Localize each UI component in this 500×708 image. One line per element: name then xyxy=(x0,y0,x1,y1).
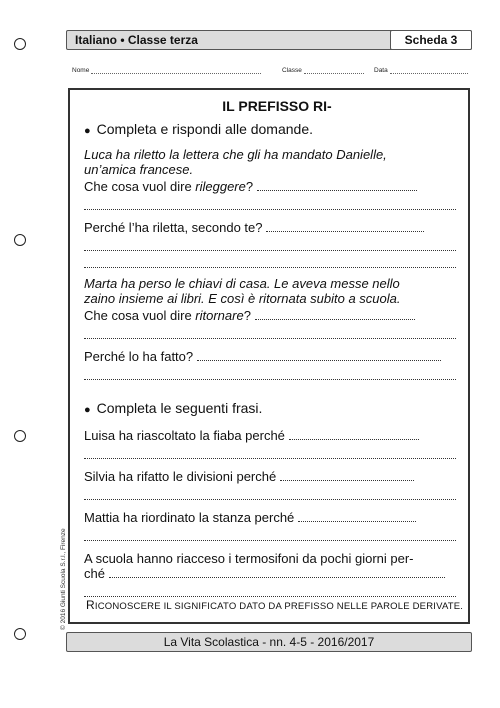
data-field[interactable] xyxy=(374,67,468,74)
learning-objective: RICONOSCERE IL SIGNIFICATO DATO DA PREFISSO NELLE PAROLE DERIVATE. xyxy=(86,598,464,612)
answer-field[interactable] xyxy=(255,319,415,320)
answer-field[interactable] xyxy=(197,360,441,361)
question-4: Perché lo ha fatto? xyxy=(84,349,456,364)
data-label: Data xyxy=(374,67,388,74)
story1-line2: un’amica francese. xyxy=(84,162,194,177)
answer-field[interactable] xyxy=(298,521,416,522)
sentence-3: Mattia ha riordinato la stanza perché xyxy=(84,510,456,525)
subject-label: Italiano • Classe terza xyxy=(75,33,198,47)
instruction-2: ● Completa le seguenti frasi. xyxy=(84,400,263,416)
answer-line[interactable] xyxy=(84,208,456,210)
instruction-1: ● Completa e rispondi alle domande. xyxy=(84,121,314,137)
worksheet-content xyxy=(84,96,456,597)
bullet-icon: ● xyxy=(84,125,91,137)
answer-field[interactable] xyxy=(289,439,419,440)
classe-field[interactable] xyxy=(282,67,364,74)
binder-hole xyxy=(14,38,26,50)
bullet-icon: ● xyxy=(84,404,91,416)
answer-line[interactable] xyxy=(84,498,456,500)
binder-hole xyxy=(14,430,26,442)
question-3: Che cosa vuol dire ritornare? xyxy=(84,308,456,323)
copyright-notice: © 2016 Giunti Scuola S.r.l., Firenze xyxy=(60,528,67,630)
classe-label: Classe xyxy=(282,67,302,74)
answer-line[interactable] xyxy=(84,457,456,459)
answer-line[interactable] xyxy=(84,266,456,268)
answer-field[interactable] xyxy=(257,190,417,191)
answer-line[interactable] xyxy=(84,595,456,597)
worksheet-title: IL PREFISSO RI- xyxy=(222,98,332,114)
binder-hole xyxy=(14,628,26,640)
story2-line2: zaino insieme ai libri. E così è ritornata subito a scuola. xyxy=(84,291,401,306)
answer-field[interactable] xyxy=(109,577,445,578)
sentence-4-line1: A scuola hanno riacceso i termosifoni da pochi giorni per- xyxy=(84,551,414,566)
answer-field[interactable] xyxy=(266,231,424,232)
answer-line[interactable] xyxy=(84,378,456,380)
story1-line1: Luca ha riletto la lettera che gli ha mandato Danielle, xyxy=(84,147,387,162)
answer-field[interactable] xyxy=(280,480,414,481)
scheda-label: Scheda 3 xyxy=(390,30,472,50)
question-2: Perché l’ha riletta, secondo te? xyxy=(84,220,456,235)
footer-bar: La Vita Scolastica - nn. 4-5 - 2016/2017 xyxy=(66,632,472,652)
story2-line1: Marta ha perso le chiavi di casa. Le aveva messe nello xyxy=(84,276,400,291)
question-1: Che cosa vuol dire rileggere? xyxy=(84,179,456,194)
binder-hole xyxy=(14,234,26,246)
answer-line[interactable] xyxy=(84,539,456,541)
nome-field[interactable] xyxy=(72,67,261,74)
sentence-4-line2: ché xyxy=(84,566,456,581)
answer-line[interactable] xyxy=(84,337,456,339)
answer-line[interactable] xyxy=(84,249,456,251)
header-bar xyxy=(66,30,472,50)
sentence-2: Silvia ha rifatto le divisioni perché xyxy=(84,469,456,484)
nome-label: Nome xyxy=(72,67,90,74)
sentence-1: Luisa ha riascoltato la fiaba perché xyxy=(84,428,456,443)
